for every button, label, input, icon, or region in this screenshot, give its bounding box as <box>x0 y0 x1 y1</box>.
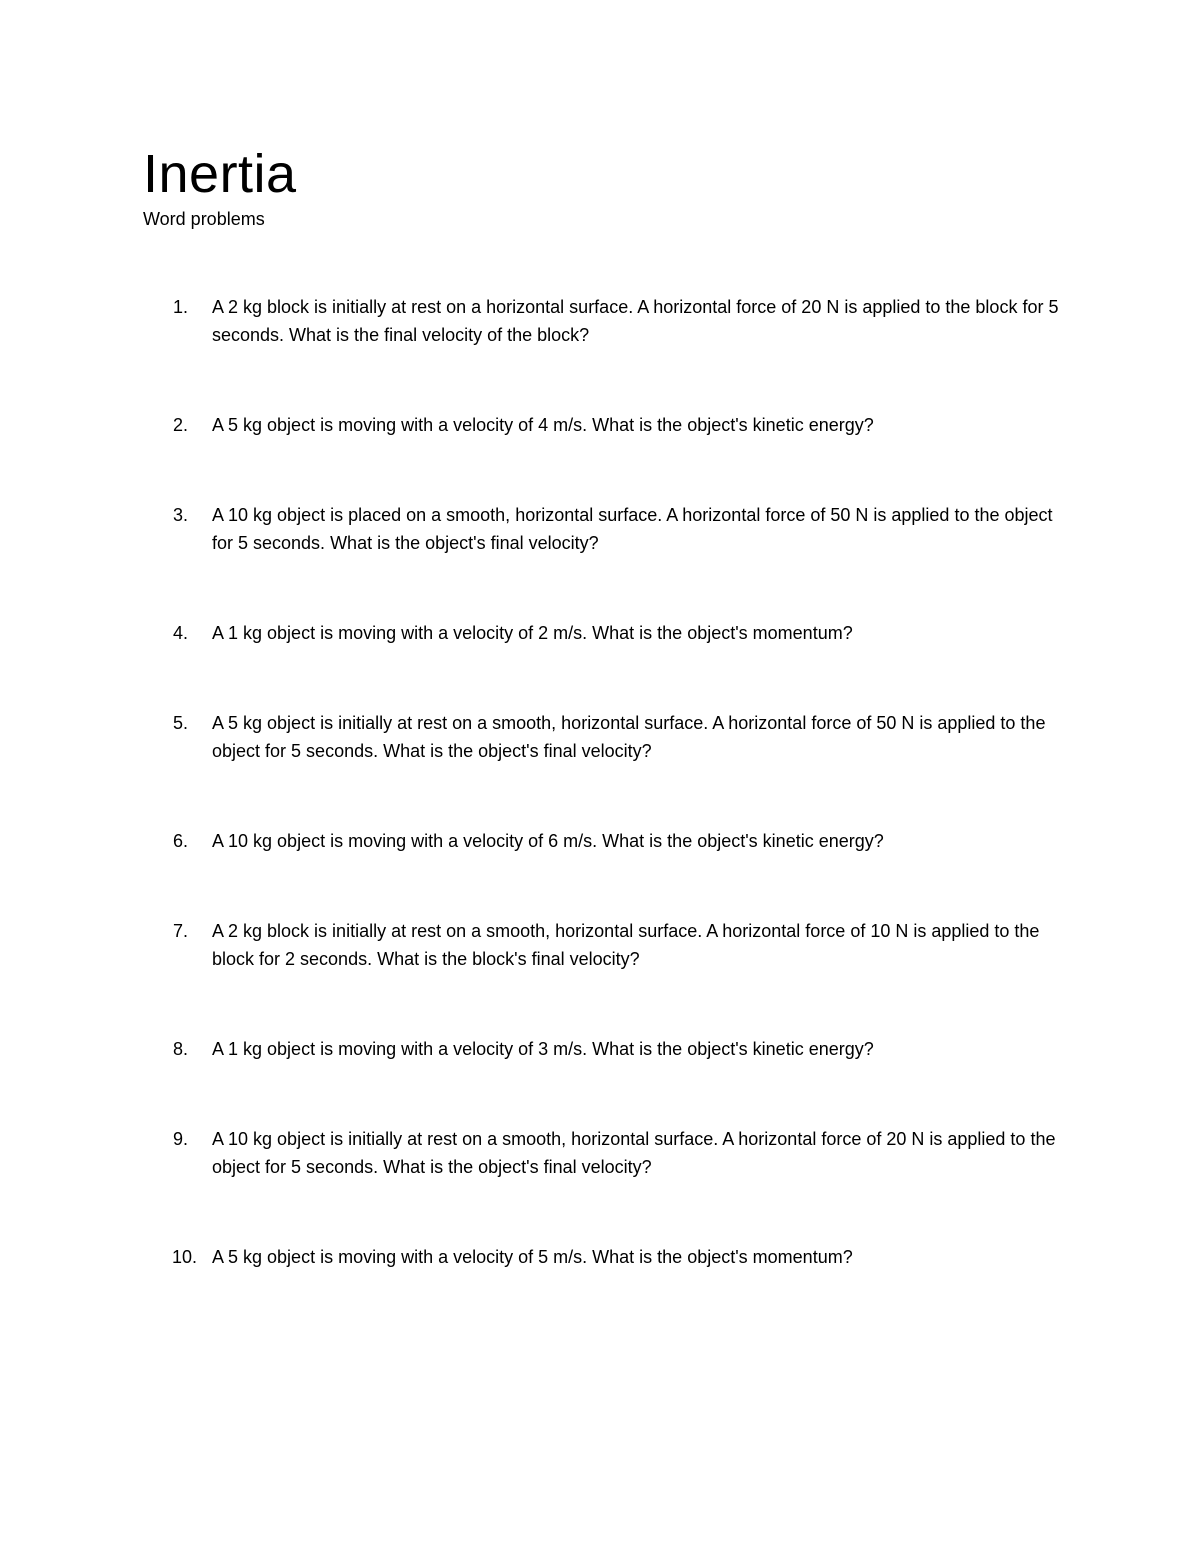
problem-item <box>143 293 1063 349</box>
document-title: Inertia <box>143 144 297 204</box>
problem-text: A 5 kg object is initially at rest on a smooth, horizontal surface. A horizontal force of 50 N is applied to the object for 5 seconds. What is the object's final velocity? <box>212 713 1046 761</box>
problem-list <box>143 293 1063 1333</box>
problem-text: A 5 kg object is moving with a velocity of 5 m/s. What is the object's momentum? <box>212 1247 853 1267</box>
problem-number: 10. <box>172 1247 198 1267</box>
problem-item <box>143 501 1063 557</box>
problem-number: 8. <box>173 1039 189 1059</box>
problem-item <box>143 709 1063 765</box>
problem-item <box>143 619 1063 647</box>
problem-item <box>143 1243 1063 1271</box>
problem-item <box>143 827 1063 855</box>
problem-number: 3. <box>173 505 189 525</box>
problem-text: A 10 kg object is placed on a smooth, horizontal surface. A horizontal force of 50 N is applied to the object for 5 seconds. What is the object's final velocity? <box>212 505 1053 553</box>
problem-item <box>143 1035 1063 1063</box>
problem-item <box>143 917 1063 973</box>
problem-text: A 1 kg object is moving with a velocity of 2 m/s. What is the object's momentum? <box>212 623 853 643</box>
problem-number: 9. <box>173 1129 189 1149</box>
problem-text: A 2 kg block is initially at rest on a horizontal surface. A horizontal force of 20 N is applied to the block for 5 seconds. What is the final velocity of the block? <box>212 297 1059 345</box>
problem-number: 6. <box>173 831 189 851</box>
problem-text: A 5 kg object is moving with a velocity of 4 m/s. What is the object's kinetic energy? <box>212 415 874 435</box>
problem-number: 5. <box>173 713 189 733</box>
problem-text: A 2 kg block is initially at rest on a smooth, horizontal surface. A horizontal force of 10 N is applied to the block for 2 seconds. What is the block's final velocity? <box>212 921 1040 969</box>
problem-text: A 10 kg object is moving with a velocity of 6 m/s. What is the object's kinetic energy? <box>212 831 884 851</box>
problem-item <box>143 1125 1063 1181</box>
problem-text: A 10 kg object is initially at rest on a smooth, horizontal surface. A horizontal force of 20 N is applied to the object for 5 seconds. What is the object's final velocity? <box>212 1129 1056 1177</box>
problem-number: 4. <box>173 623 189 643</box>
problem-item <box>143 411 1063 439</box>
problem-number: 2. <box>173 415 189 435</box>
problem-text: A 1 kg object is moving with a velocity of 3 m/s. What is the object's kinetic energy? <box>212 1039 874 1059</box>
problem-number: 1. <box>173 297 189 317</box>
document-subtitle: Word problems <box>143 209 265 229</box>
problem-number: 7. <box>173 921 189 941</box>
